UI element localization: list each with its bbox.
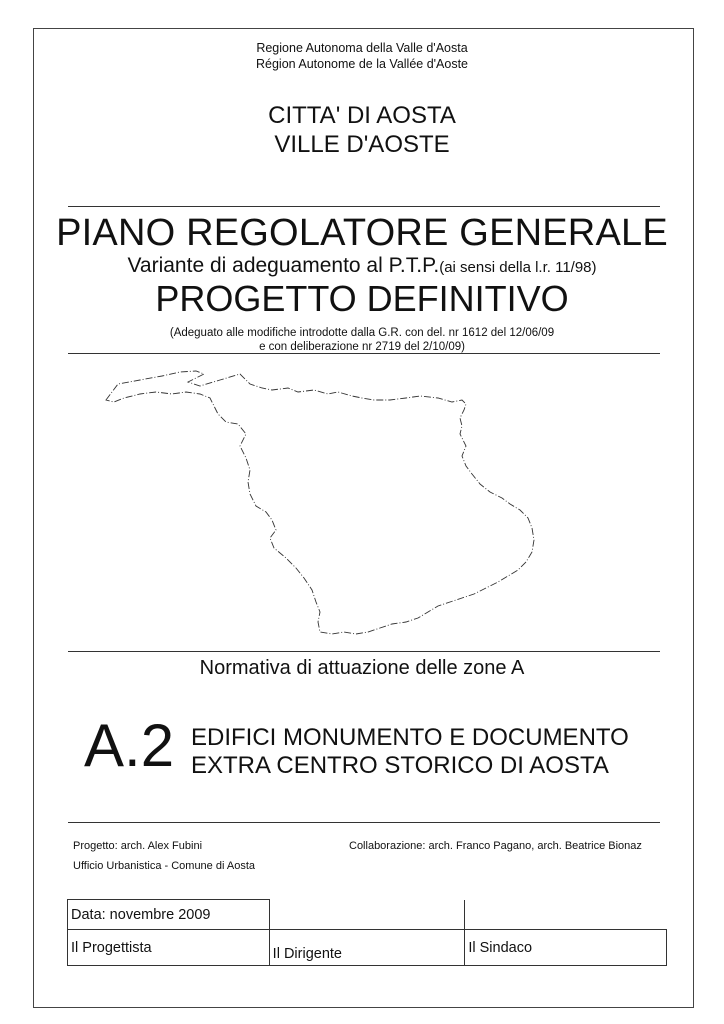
amendment-note-line1: (Adeguato alle modifiche introdotte dalla G.R. con del. nr 1612 del 12/06/09: [169, 327, 555, 339]
date-cell: Data: novembre 2009: [68, 900, 270, 930]
collaborators: Collaborazione: arch. Franco Pagano, arch. Beatrice Bionaz: [349, 840, 642, 852]
city-name-italian: CITTA' DI AOSTA: [268, 102, 456, 129]
divider: [68, 206, 660, 207]
municipality-boundary-line: [106, 371, 534, 634]
empty-cell: [269, 900, 465, 930]
designer-signature-cell: Il Progettista: [68, 930, 270, 966]
planning-office: Ufficio Urbanistica - Comune di Aosta: [73, 860, 255, 872]
plan-title: PIANO REGOLATORE GENERALE: [56, 212, 668, 254]
municipality-outline-map: [100, 362, 550, 642]
plan-variant-note: (ai sensi della l.r. 11/98): [439, 259, 597, 276]
document-title-line2: EXTRA CENTRO STORICO DI AOSTA: [191, 752, 609, 779]
city-name-french: VILLE D'AOSTE: [274, 131, 450, 158]
amendment-note-line2: e con deliberazione nr 2719 del 2/10/09): [259, 341, 465, 353]
project-author: Progetto: arch. Alex Fubini: [73, 840, 203, 852]
director-signature-cell: Il Dirigente: [269, 930, 465, 966]
plan-variant: [0, 254, 724, 278]
table-row: [68, 930, 667, 966]
signature-table: [67, 899, 667, 966]
table-row: [68, 900, 667, 930]
region-name-italian: Regione Autonoma della Valle d'Aosta: [256, 41, 468, 55]
empty-cell: [465, 900, 667, 930]
document-code: A.2: [84, 712, 175, 779]
normativa-title: Normativa di attuazione delle zone A: [199, 657, 525, 679]
region-name-french: Région Autonome de la Vallée d'Aoste: [255, 57, 469, 71]
project-phase: PROGETTO DEFINITIVO: [155, 278, 569, 319]
plan-variant-text: Variante di adeguamento al P.T.P.: [127, 254, 440, 277]
divider: [68, 822, 660, 823]
divider: [68, 353, 660, 354]
mayor-signature-cell: Il Sindaco: [465, 930, 667, 966]
document-title-line1: EDIFICI MONUMENTO E DOCUMENTO: [191, 724, 629, 751]
divider: [68, 651, 660, 652]
